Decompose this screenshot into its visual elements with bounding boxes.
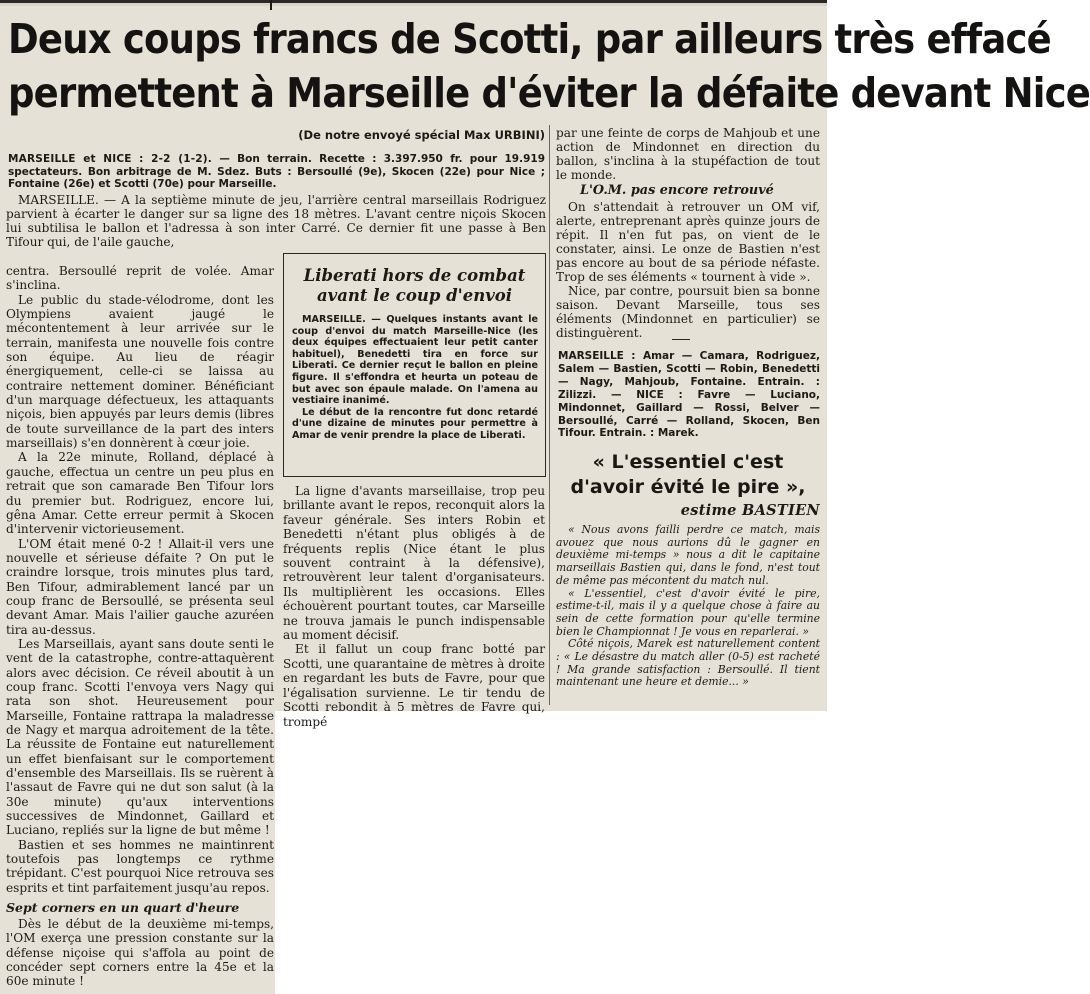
headline-line-1: Deux coups francs de Scotti, par ailleurs très effacé: [8, 15, 1051, 64]
match-summary: [8, 153, 545, 191]
quote-paragraph-2: « L'essentiel, c'est d'avoir évité le pire, estime-t-il, mais il y a quelque chose à faire au sein de cette formation pour qu'elle termine bien le Championnat ! Je vous en reparlerai. »: [556, 586, 820, 638]
middle-paragraph-1: La ligne d'avants marseillaise, trop peu brillante avant le repos, reconquit alors la faveur générale. Ses inters Robin et Benedetti n'étant plus obligés à de fréquents replis (Nice étant le plus souvent contraint à la défensive), retrouvèrent leur talent d'organisateurs. Ils multiplièrent les occasions. Elles échouèrent pourtant toutes, car Marseille ne trouva jamais le punch indispensable au moment décisif.: [283, 484, 545, 643]
right-continuation-text: par une feinte de corps de Mahjoub et une action de Mindonnet en direction du ballon, s'inclina à la stupéfaction de tout le monde.: [556, 126, 820, 183]
left-paragraph-4: L'OM était mené 0-2 ! Allait-il vers une nouvelle et sérieuse défaite ? On put le craindre lorsque, trois minutes plus tard, Ben Tifour, admirablement lancé par un coup franc de Bersoullé, se présenta seul devant Amar. Mais l'ailier gauche azuréen tira au-dessus.: [6, 536, 274, 637]
top-rule-shadow: [0, 3, 827, 6]
team-lineups: MARSEILLE : Amar — Camara, Rodriguez, Salem — Bastien, Scotti — Robin, Benedetti — Nagy, Mahjoub, Fontaine. Entrain. : Zilizzi. — NICE : Favre — Luciano, Mindonnet, Gaillard — Rossi, Belver — Bersoullé, Carré — Rolland, Skocen, Ben Tifour. Entrain. : Marek.: [558, 350, 820, 440]
lead-paragraph: MARSEILLE. — A la septième minute de jeu, l'arrière central marseillais Rodriguez parvient à écarter le danger sur sa ligne des 18 mètres. L'avant centre niçois Skocen lui subtilisa le ballon et l'adressa à son inter Carré. Ce dernier fit une passe à Ben Tifour qui, de l'aile gauche,: [6, 193, 546, 250]
sidebar-box-paragraph-2: Le début de la rencontre fut donc retardé d'une dizaine de minutes pour permettre à Amar de venir prendre la place de Liberati.: [292, 406, 538, 441]
sidebar-box-title-line-2: avant le coup d'envoi: [316, 285, 513, 305]
section-separator: [672, 339, 690, 340]
article-middle-column: [283, 484, 545, 729]
byline: (De notre envoyé spécial Max URBINI): [298, 128, 545, 142]
left-paragraph-1: centra. Bersoullé reprit de volée. Amar s'inclina.: [6, 264, 274, 293]
subhead-corners: Sept corners en un quart d'heure: [6, 900, 240, 915]
middle-paragraph-2: Et il fallut un coup franc botté par Scotti, une quarantaine de mètres à droite en regardant les buts de Favre, pour que l'égalisation survienne. Le tir tendu de Scotti rebondit à 5 mètres de Favre qui, trompé: [283, 642, 545, 729]
quote-attribution: estime BASTIEN: [680, 502, 820, 519]
article-right-continuation: [556, 126, 820, 182]
corners-paragraph: Dès le début de la deuxième mi-temps, l'OM exerça une pression constante sur la défense niçoise qui s'affola au point de concéder sept corners entre la 45e et la 60e minute !: [6, 917, 274, 989]
subhead-om: L'O.M. pas encore retrouvé: [580, 183, 774, 198]
om-paragraph-1: On s'attendait à retrouver un OM vif, alerte, entreprenant après quinze jours de répit. Il n'en fut pas, on vient de le constater, ainsi. Le onze de Bastien n'est pas encore au bout de sa période néfaste. Trop de ses éléments « tournent à vide ».: [556, 200, 820, 285]
left-paragraph-6: Bastien et ses hommes ne maintinrent toutefois pas longtemps ce rythme trépidant. C'est pourquoi Nice retrouva ses esprits et tint parfaitement jusqu'au repos.: [6, 837, 274, 895]
article-left-column: [6, 264, 274, 895]
left-paragraph-2: Le public du stade-vélodrome, dont les Olympiens avaient jaugé le mécontentement à leur arrivée sur le terrain, manifesta une nouvelle fois contre son équipe. Au lieu de réagir énergiquement, celle-ci se laissa au contraire nettement dominer. Bénéficiant d'un marquage défectueux, les attaquants niçois, bien appuyés par leurs demis (libres de toute surveillance de la part des inters marseillais) s'en donnèrent à cœur joie.: [6, 292, 274, 451]
sidebar-box-title: [284, 266, 545, 305]
column-divider-top: [270, 0, 272, 10]
sidebar-box-title-line-1: Liberati hors de combat: [303, 266, 526, 285]
match-summary-text: — Bon terrain. Recette : 3.397.950 fr. pour 19.919 spectateurs. Bon arbitrage de M. Sdez. Buts : Bersoullé (9e), Skocen (22e) pour Nice ; Fontaine (26e) et Scotti (70e) pour Marseille.: [8, 153, 546, 190]
article-quote-section: [556, 524, 820, 689]
quote-paragraph-1: « Nous avons failli perdre ce match, mais avouez que nous aurions dû le gagner en deuxième mi-temps » nous a dit le capitaine marseillais Bastien qui, dans le fond, n'est tout de même pas mécontent du match nul.: [556, 523, 820, 587]
match-summary-label: MARSEILLE et NICE : 2-2 (1-2).: [8, 153, 212, 165]
left-paragraph-3: A la 22e minute, Rolland, déplacé à gauche, effectua un centre un peu plus en retrait que son camarade Ben Tifour lors du premier but. Rodriguez, encore lui, gêna Amar. Cette erreur permit à Skocen d'intervenir victorieusement.: [6, 450, 274, 537]
quote-paragraph-3: Côté niçois, Marek est naturellement content : « Le désastre du match aller (0-5) est racheté ! Ma grande satisfaction : Bersoullé. Il tient maintenant une heure et demie... »: [556, 637, 820, 689]
left-paragraph-5: Les Marseillais, ayant sans doute senti le vent de la catastrophe, contre-attaquèrent alors avec décision. Ce réveil aboutit à un coup franc. Scotti l'envoya vers Nagy qui rata son shot. Heureusement pour Marseille, Fontaine rattrapa la maladresse de Nagy et marqua adroitement de la tête. La réussite de Fontaine eut naturellement un effet bienfaisant sur le comportement d'ensemble des Marseillais. Ils se ruèrent à l'assaut de Favre qui ne dut son salut (à la 30e minute) qu'aux interventions successives de Mindonnet, Gaillard et Luciano, repliés sur la ligne de but même !: [6, 636, 274, 838]
headline-line-2: permettent à Marseille d'éviter la défaite devant Nice: [8, 69, 1090, 118]
sidebar-box-paragraph-1: MARSEILLE. — Quelques instants avant le coup d'envoi du match Marseille-Nice (les deux équipes effectuaient leur petit canter habituel), Benedetti tira en force sur Liberati. Ce dernier reçut le ballon en pleine figure. Il s'effondra et heurta un poteau de but avec son épaule malade. On l'amena au vestiaire inanimé.: [292, 314, 538, 407]
om-paragraph-2: Nice, par contre, poursuit bien sa bonne saison. Devant Marseille, tous ses éléments (Mindonnet en particulier) se distinguèrent.: [556, 284, 820, 341]
column-rule: [549, 125, 550, 705]
article-om-section: [556, 200, 820, 340]
quote-headline: « L'essentiel c'est d'avoir évité le pire »,: [570, 451, 806, 498]
sidebar-box-text: [292, 314, 538, 442]
article-corners-section: [6, 917, 274, 989]
sidebar-box-liberati: [283, 253, 546, 477]
article-lead: [6, 193, 546, 249]
